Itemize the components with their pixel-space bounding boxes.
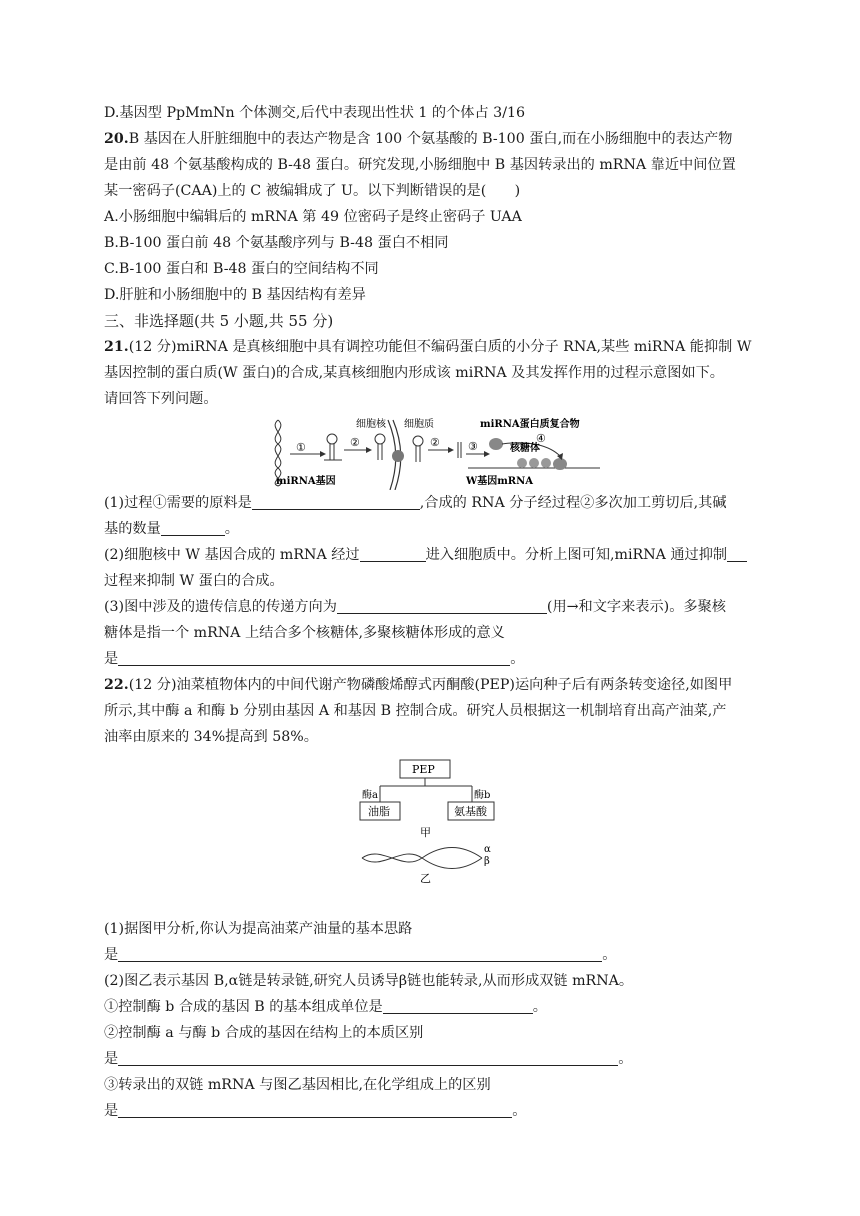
q22-part1-line1: (1)据图甲分析,你认为提高油菜产油量的基本思路 (104, 921, 413, 937)
q20-stem-line-1 (104, 126, 760, 152)
nucleus-label: 细胞核 (356, 419, 386, 430)
q22-part2-1-line (104, 994, 760, 1020)
q22-part2-3-line1: ③转录出的双链 mRNA 与图乙基因相比,在化学组成上的区别 (104, 1077, 491, 1093)
step-3-label: ③ (468, 440, 478, 453)
q21-stem-line-3: 请回答下列问题。 (104, 391, 218, 407)
q21-part2-line1 (104, 542, 760, 568)
gene-b-helix-icon (362, 848, 482, 869)
q22-part2-3-line2 (104, 1098, 760, 1124)
q21-p3-text-a: (3)图中涉及的遗传信息的传递方向为 (104, 599, 337, 615)
pep-label: PEP (412, 763, 435, 776)
q21-part3-line3 (104, 646, 760, 672)
q22-stem-line-2: 所示,其中酶 a 和酶 b 分别由基因 A 和基因 B 控制合成。研究人员根据这一机制培育出高产油菜,产 (104, 703, 727, 719)
q21-stem-line-1 (104, 334, 760, 360)
q22-p1-text-c: 。 (602, 947, 617, 963)
q22-p22-text-c: 。 (618, 1051, 633, 1067)
q21-p1-text-a: (1)过程①需要的原料是 (104, 495, 252, 511)
q21-stem-line-2: 基因控制的蛋白质(W 蛋白)的合成,某真核细胞内形成该 miRNA 及其发挥作用的过程示意图如下。 (104, 365, 724, 381)
beta-strand-label: β (484, 856, 490, 867)
enzyme-b-label: 酶b (474, 790, 491, 801)
q20-option-b: B.B-100 蛋白前 48 个氨基酸序列与 B-48 蛋白不相同 (104, 235, 449, 251)
q21-part1-line1 (104, 490, 760, 516)
step-1-label: ① (296, 441, 306, 454)
q21-part3-line2: 糖体是指一个 mRNA 上结合多个核糖体,多聚核糖体形成的意义 (104, 625, 505, 641)
q22-p21-text-b: 。 (532, 999, 547, 1015)
oil-label: 油脂 (368, 805, 390, 818)
mirna-gene-label: miRNA基因 (276, 476, 336, 487)
q22-p23-text-c: 。 (512, 1103, 527, 1119)
q21-p3-text-e: 。 (510, 651, 525, 667)
q22-part2-line: (2)图乙表示基因 B,α链是转录链,研究人员诱导β链也能转录,从而形成双链 mRNA。 (104, 973, 634, 989)
answer-blank-7[interactable] (118, 945, 602, 962)
q20-stem-line-2: 是由前 48 个氨基酸构成的 B-48 蛋白。研究发现,小肠细胞中 B 基因转录出的 mRNA 靠近中间位置 (104, 157, 736, 173)
mirna-process-diagram (270, 414, 600, 490)
complex-label: miRNA蛋白质复合物 (480, 419, 580, 430)
q21-stem-text-1: (12 分)miRNA 是真核细胞中具有调控功能但不编码蛋白质的小分子 RNA,某些 miRNA 能抑制 W (128, 339, 752, 355)
q22-number: 22. (104, 677, 129, 693)
alpha-strand-label: α (484, 844, 491, 855)
q20-option-c: C.B-100 蛋白和 B-48 蛋白的空间结构不同 (104, 261, 379, 277)
cytoplasm-label: 细胞质 (404, 419, 434, 430)
step-2b-label: ② (430, 436, 440, 449)
q22-stem-line-1 (104, 672, 760, 698)
q20-option-a: A.小肠细胞中编辑后的 mRNA 第 49 位密码子是终止密码子 UAA (104, 209, 522, 225)
figure-yi-label: 乙 (420, 872, 431, 885)
q21-p2-text-b: 进入细胞质中。分析上图可知,miRNA 通过抑制 (425, 547, 728, 563)
q21-part2-line2: 过程来抑制 W 蛋白的合成。 (104, 573, 284, 589)
q22-p22-text-b: 是 (104, 1051, 119, 1067)
answer-blank-2[interactable] (161, 519, 225, 536)
q21-p1-text-c: 基的数量 (104, 521, 161, 537)
q20-option-d: D.肝脏和小肠细胞中的 B 基因结构有差异 (104, 287, 366, 303)
q20-stem-line-3: 某一密码子(CAA)上的 C 被编辑成了 U。以下判断错误的是( ) (104, 183, 521, 199)
pri-mirna-hairpin (324, 434, 342, 460)
ribosome-icon (517, 458, 527, 468)
mirna-protein-complex-icon (489, 438, 503, 450)
cytoplasm-hairpin (413, 436, 423, 462)
amino-acid-label: 氨基酸 (454, 805, 487, 818)
q21-p3-text-b: (用→和文字来表示)。多聚核 (546, 599, 726, 615)
q22-p1-text-b: 是 (104, 947, 119, 963)
q22-part2-2-line1: ②控制酶 a 与酶 b 合成的基因在结构上的本质区别 (104, 1025, 424, 1041)
answer-blank-8[interactable] (383, 997, 533, 1014)
w-mrna-label: W基因mRNA (466, 476, 534, 487)
answer-blank-1[interactable] (252, 493, 420, 510)
q21-part1-line2 (104, 516, 760, 542)
answer-blank-10[interactable] (118, 1101, 512, 1118)
answer-blank-4[interactable] (727, 545, 747, 562)
exam-page (104, 100, 760, 1124)
pep-pathway-diagram (354, 756, 504, 916)
q21-part3-line1 (104, 594, 760, 620)
q22-p21-text-a: ①控制酶 b 合成的基因 B 的基本组成单位是 (104, 999, 383, 1015)
q21-number: 21. (104, 339, 129, 355)
q21-p1-text-d: 。 (224, 521, 239, 537)
answer-blank-9[interactable] (118, 1049, 618, 1066)
answer-blank-6[interactable] (118, 649, 510, 666)
answer-blank-5[interactable] (337, 597, 547, 614)
q20-stem-text-1: B 基因在人肝脏细胞中的表达产物是含 100 个氨基酸的 B-100 蛋白,而在小肠细胞中的表达产物 (128, 131, 733, 147)
q22-part1-line2 (104, 942, 760, 968)
figure-jia-label: 甲 (420, 826, 431, 839)
step-4-label: ④ (536, 432, 546, 445)
section-3-title: 三、非选择题(共 5 小题,共 55 分) (104, 312, 334, 330)
q22-stem-text-1: (12 分)油菜植物体内的中间代谢产物磷酸烯醇式丙酮酸(PEP)运向种子后有两条转变途径,如图甲 (128, 677, 733, 693)
q22-p23-text-b: 是 (104, 1103, 119, 1119)
q22-stem-line-3: 油率由原来的 34%提高到 58%。 (104, 729, 318, 745)
nuclear-pore (392, 450, 404, 462)
q21-p1-text-b: ,合成的 RNA 分子经过程②多次加工剪切后,其碱 (419, 495, 727, 511)
q20-number: 20. (104, 131, 129, 147)
enzyme-a-label: 酶a (362, 790, 378, 801)
step-2a-label: ② (350, 436, 360, 449)
q21-p2-text-a: (2)细胞核中 W 基因合成的 mRNA 经过 (104, 547, 360, 563)
pre-mirna-hairpin (375, 434, 385, 460)
ribosome-label: 核糖体 (510, 443, 540, 454)
q21-p3-text-d: 是 (104, 651, 119, 667)
q22-part2-2-line2 (104, 1046, 760, 1072)
answer-blank-3[interactable] (360, 545, 426, 562)
q19-option-d: D.基因型 PpMmNn 个体测交,后代中表现出性状 1 的个体占 3/16 (104, 105, 526, 121)
